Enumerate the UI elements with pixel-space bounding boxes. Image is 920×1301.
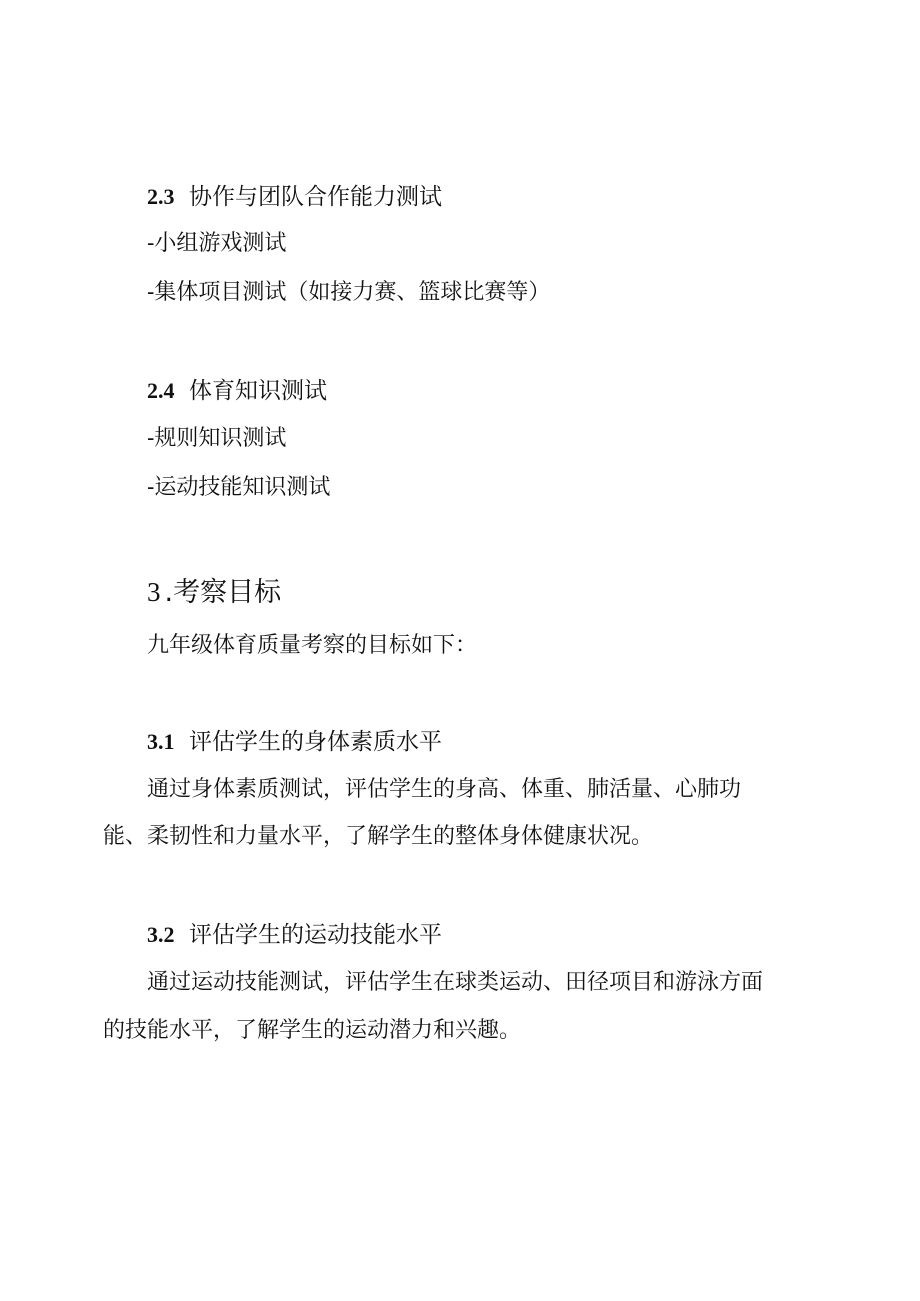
section-title: 体育知识测试 — [189, 378, 327, 404]
paragraph-line: 能、柔韧性和力量水平，了解学生的整体身体健康状况。 — [103, 824, 654, 849]
section-heading-3-2 — [147, 920, 442, 950]
list-item: -集体项目测试（如接力赛、篮球比赛等） — [147, 280, 551, 305]
section-title: .考察目标 — [164, 577, 282, 608]
section-heading-3 — [147, 575, 281, 610]
list-item: -小组游戏测试 — [147, 231, 287, 256]
list-item: -规则知识测试 — [147, 426, 287, 451]
section-title: 协作与团队合作能力测试 — [189, 184, 442, 210]
section-heading-3-1 — [147, 727, 442, 757]
section-number: 3 — [147, 577, 161, 607]
section-title: 评估学生的运动技能水平 — [189, 922, 442, 948]
section-heading-2-3 — [147, 182, 442, 212]
section-title: 评估学生的身体素质水平 — [189, 729, 442, 755]
list-item: -运动技能知识测试 — [147, 475, 331, 500]
paragraph-line: 的技能水平，了解学生的运动潜力和兴趣。 — [103, 1018, 522, 1043]
section-number: 2.4 — [147, 378, 175, 403]
section-number: 3.2 — [147, 922, 175, 947]
section-number: 2.3 — [147, 184, 175, 209]
section-number: 3.1 — [147, 729, 175, 754]
paragraph-line: 通过运动技能测试，评估学生在球类运动、田径项目和游泳方面 — [147, 970, 764, 995]
paragraph-intro: 九年级体育质量考察的目标如下： — [147, 633, 478, 658]
paragraph-line: 通过身体素质测试，评估学生的身高、体重、肺活量、心肺功 — [147, 777, 742, 802]
section-heading-2-4 — [147, 376, 327, 406]
